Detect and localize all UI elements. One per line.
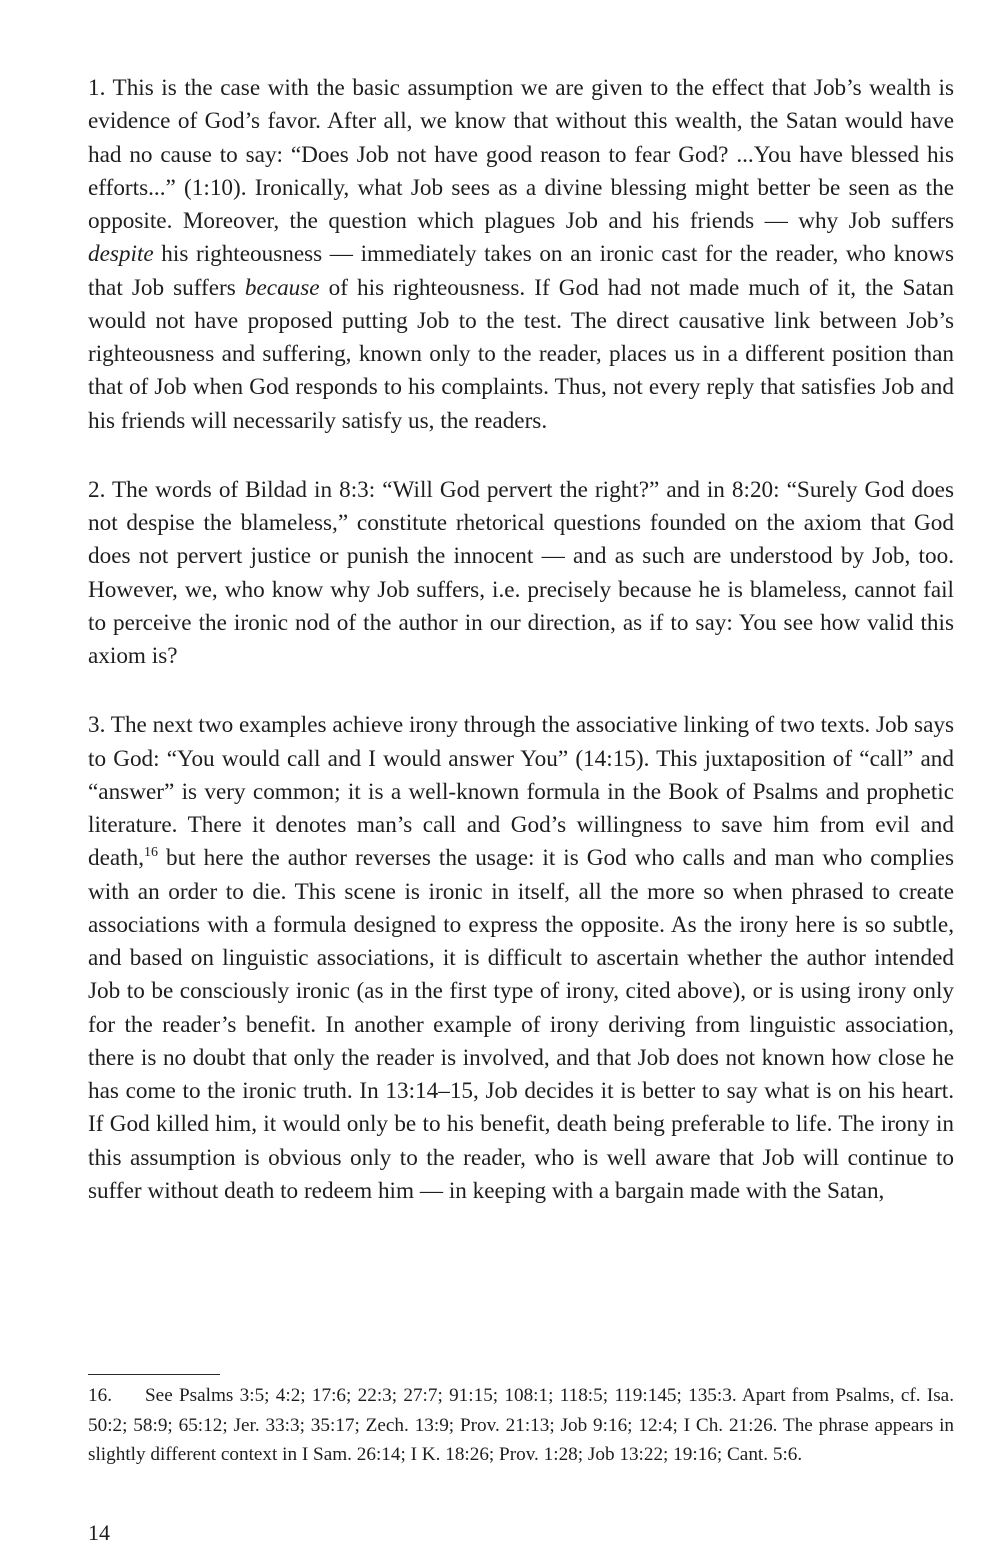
paragraph-1-text-c: his righteousness — immediately takes on an ironic cast for the reader, who knows that Job suffers — [88, 241, 954, 301]
paragraph-1-text-e: of his righteousness. If God had not made much of it, the Satan would not have proposed putting Job to the test. The direct causative link between Job’s righteousness and suffering, known only to the reader, places us in a different position than that of Job when God responds to his complaints. Thus, not every reply that satisfies Job and his friends will necessarily satisfy us, the readers. — [88, 274, 954, 434]
paragraph-3-text-b: but here the author reverses the usage: it is God who calls and man who complies with an order to die. This scene is ironic in itself, all the more so when phrased to create associations with a formula designed to express the opposite. As the irony here is so subtle, and based on linguistic associations, it is difficult to ascertain whether the author intended Job to be consciously ironic (as in the first type of irony, cited above), or is using irony only for the reader’s benefit. In another example of irony deriving from linguistic association, there is no doubt that only the reader is involved, and that Job does not known how close he has come to the ironic truth. In 13:14–15, Job decides it is better to say what is on his heart. If God killed him, it would only be to his benefit, death being preferable to life. The irony in this assumption is obvious only to the reader, who is well aware that Job will continue to suffer without death to redeem him — in keeping with a bargain made with the Satan, — [88, 845, 954, 1204]
paragraph-1-emphasis-despite: despite — [88, 241, 154, 268]
footnote-divider — [88, 1374, 220, 1375]
paragraph-3 — [88, 709, 954, 1208]
paragraph-1 — [88, 72, 954, 438]
paragraph-1-text-a: 1. This is the case with the basic assumption we are given to the effect that Job’s wealth is evidence of God’s favor. After all, we know that without this wealth, the Satan would have had no cause to say: “Does Job not have good reason to fear God? ...You have blessed his efforts...” (1:10). Ironically, what Job sees as a divine blessing might better be seen as the opposite. Moreover, the question which plagues Job and his friends — why Job suffers — [88, 75, 954, 234]
main-text — [88, 72, 954, 1208]
paragraph-2: 2. The words of Bildad in 8:3: “Will God pervert the right?” and in 8:20: “Surely God does not despise the blameless,” constitute rhetorical questions founded on the axiom that God does not pervert justice or punish the innocent — and as such are understood by Job, too. However, we, who know why Job suffers, i.e. precisely because he is blameless, cannot fail to perceive the ironic nod of the author in our direction, as if to say: You see how valid this axiom is? — [88, 476, 954, 669]
paragraph-1-emphasis-because: because — [244, 274, 320, 301]
page-number: 14 — [88, 1520, 110, 1545]
footnote — [88, 1381, 954, 1470]
footnote-number: 16. — [88, 1385, 112, 1406]
footnote-text: See Psalms 3:5; 4:2; 17:6; 22:3; 27:7; 91:15; 108:1; 118:5; 119:145; 135:3. Apart from Psalms, cf. Isa. 50:2; 58:9; 65:12; Jer. 33:3; 35:17; Zech. 13:9; Prov. 21:13; Job 9:16; 12:4; I Ch. 21:26. The phrase appears in slightly different context in I Sam. 26:14; I K. 18:26; Prov. 1:28; Job 13:22; 19:16; Cant. 5:6. — [88, 1385, 954, 1465]
paragraph-3-text-a: 3. The next two examples achieve irony through the associative linking of two texts. Job says to God: “You would call and I would answer You” (14:15). This juxtaposition of “call” and “answer” is very common; it is a well-known formula in the Book of Psalms and prophetic literature. There it denotes man’s call and God’s willingness to save him from evil and death, — [88, 712, 954, 872]
footnote-reference: 16 — [144, 845, 159, 861]
